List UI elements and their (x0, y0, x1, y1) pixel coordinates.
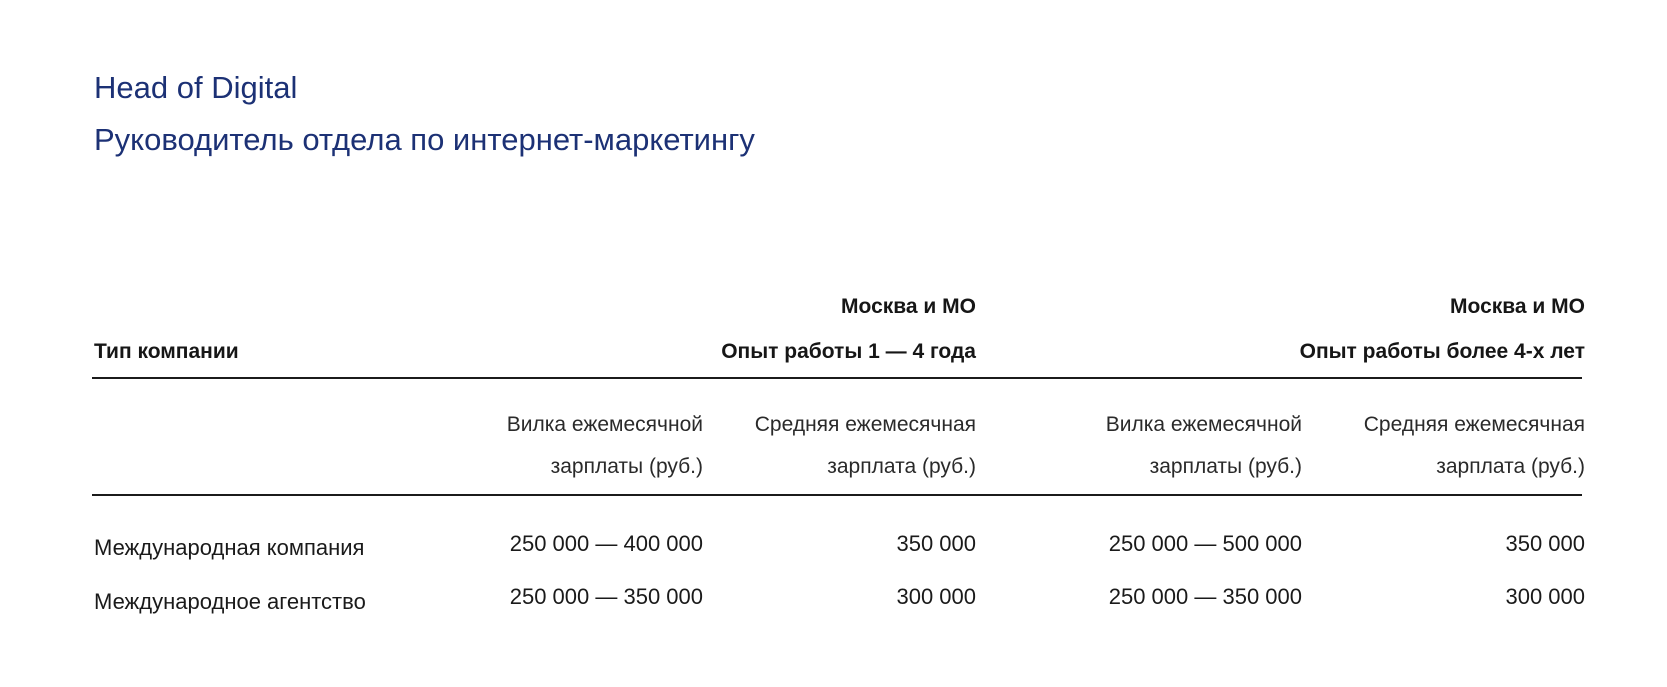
g2-range-subheader-line2: зарплаты (руб.) (1149, 455, 1302, 478)
table-cell-range: 250 000 — 500 000 (1108, 531, 1302, 556)
g2-average-subheader-line2: зарплата (руб.) (1436, 455, 1585, 478)
subheader-divider (92, 494, 1582, 496)
table-cell-range: 250 000 — 350 000 (1108, 584, 1302, 609)
page-subtitle: Руководитель отдела по интернет-маркетингу (94, 122, 755, 157)
table-cell-average: 350 000 (896, 531, 976, 556)
table-cell-average: 300 000 (1505, 584, 1585, 609)
group-2-region: Москва и МО (1450, 295, 1585, 318)
g1-average-subheader-line1: Средняя ежемесячная (754, 413, 976, 436)
group-1-experience: Опыт работы 1 — 4 года (721, 340, 976, 363)
header-divider (92, 377, 1582, 379)
table-cell-average: 350 000 (1505, 531, 1585, 556)
group-2-experience: Опыт работы более 4-х лет (1299, 340, 1585, 363)
group-1-region: Москва и МО (841, 295, 976, 318)
g2-average-subheader-line1: Средняя ежемесячная (1363, 413, 1585, 436)
page-title: Head of Digital (94, 70, 298, 105)
table-row-label: Международное агентство (94, 589, 366, 614)
row-header-company-type: Тип компании (94, 340, 239, 363)
table-cell-range: 250 000 — 400 000 (509, 531, 703, 556)
table-cell-range: 250 000 — 350 000 (509, 584, 703, 609)
table-row-label: Международная компания (94, 535, 365, 560)
g1-range-subheader-line2: зарплаты (руб.) (550, 455, 703, 478)
g2-range-subheader-line1: Вилка ежемесячной (1105, 413, 1302, 436)
g1-average-subheader-line2: зарплата (руб.) (827, 455, 976, 478)
table-cell-average: 300 000 (896, 584, 976, 609)
g1-range-subheader-line1: Вилка ежемесячной (506, 413, 703, 436)
